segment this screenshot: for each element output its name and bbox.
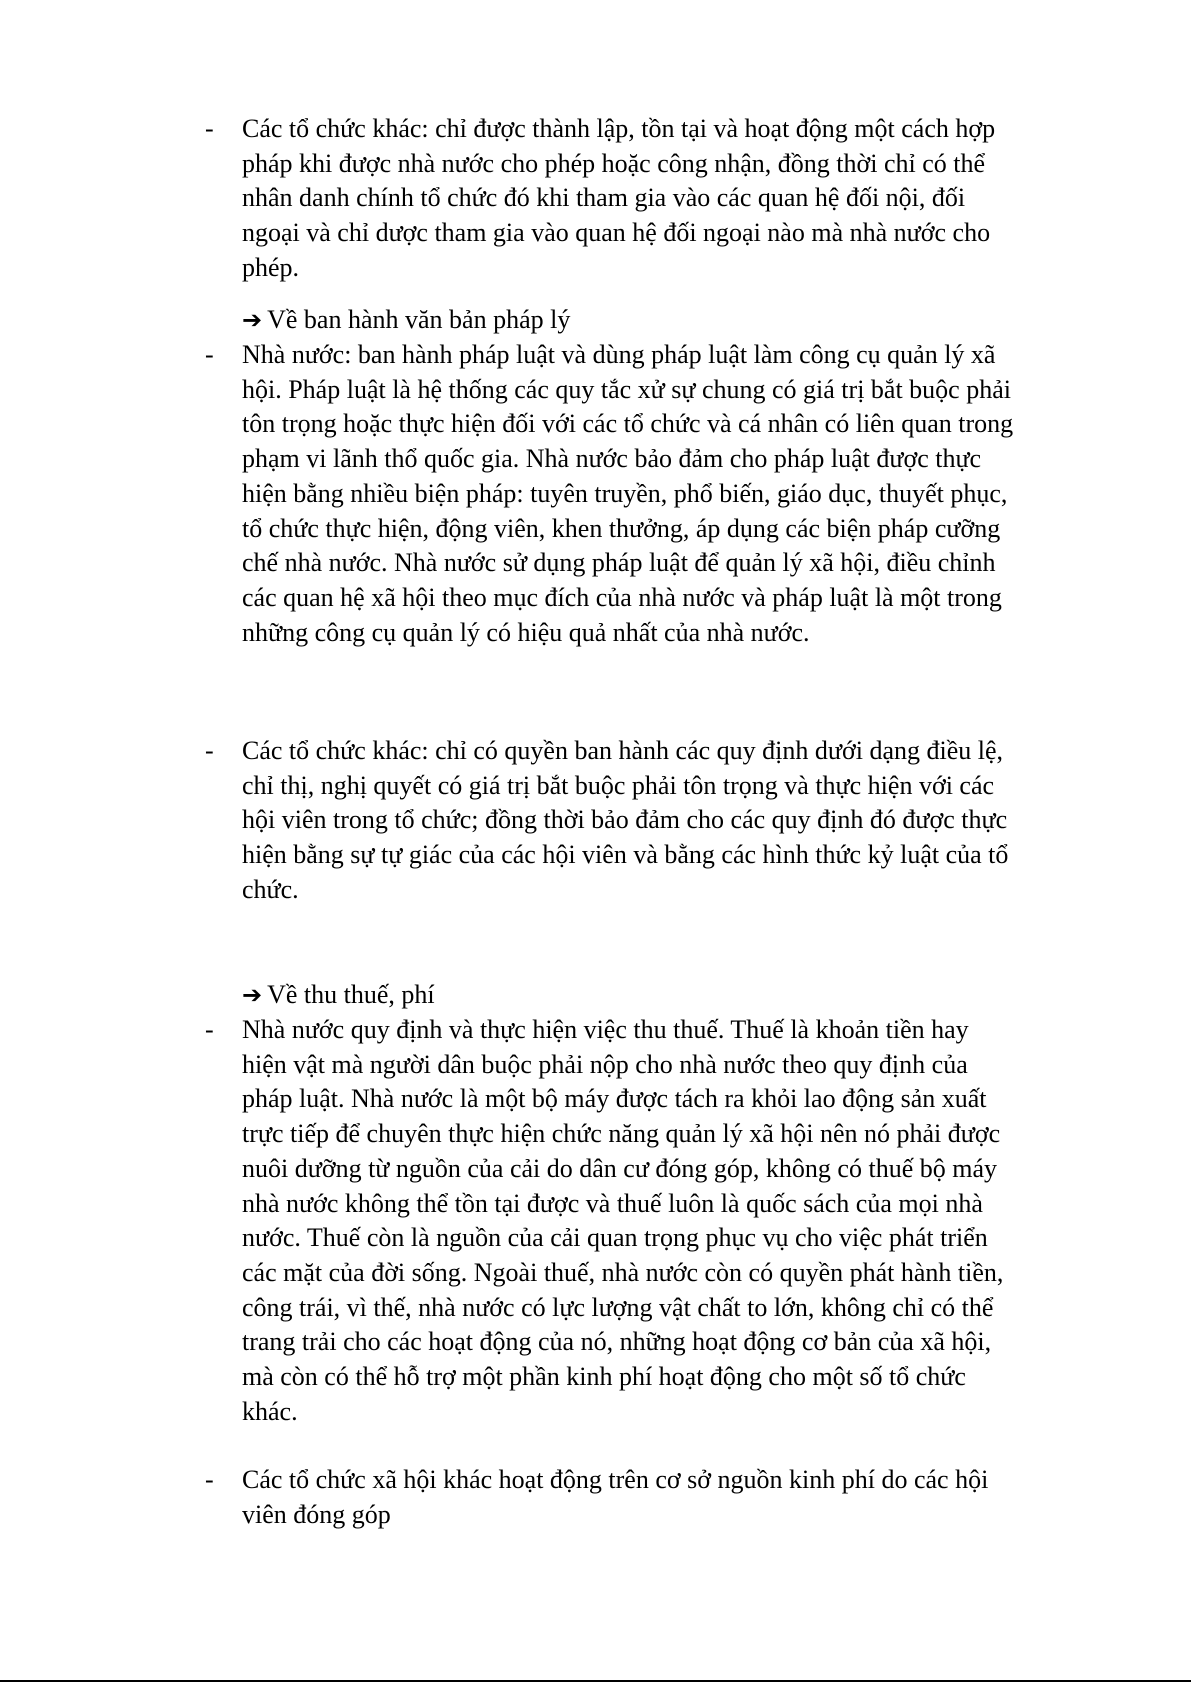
bullet-dash: - [205,736,214,765]
section-heading [242,978,435,1013]
list-item [205,734,1085,908]
right-arrow-icon: ➔ [242,306,263,334]
bullet-dash: - [205,1465,214,1494]
list-item [205,338,1085,650]
paragraph-text: Các tổ chức khác: chỉ được thành lập, tồn tại và hoạt động một cách hợp pháp khi được nhà nước cho phép hoặc công nhận, đồng thời chỉ có thể nhân danh chính tổ chức đó khi tham gia vào các quan hệ đối nội, đối ngoại và chỉ dược tham gia vào quan hệ đối ngoại nào mà nhà nước cho phép. [242,114,996,282]
bullet-dash: - [205,340,214,369]
list-item [205,112,1085,286]
section-heading-text: Về ban hành văn bản pháp lý [267,305,571,334]
paragraph-text: Nhà nước quy định và thực hiện việc thu thuế. Thuế là khoản tiền hay hiện vật mà người dân buộc phải nộp cho nhà nước theo quy định của pháp luật. Nhà nước là một bộ máy được tách ra khỏi lao động sản xuất trực tiếp để chuyên thực hiện chức năng quản lý xã hội nên nó phải được nuôi dưỡng từ nguồn của cải do dân cư đóng góp, không có thuế bộ máy nhà nước không thể tồn tại được và thuế luôn là quốc sách của mọi nhà nước. Thuế còn là nguồn của cải quan trọng phục vụ cho việc phát triển các mặt của đời sống. Ngoài thuế, nhà nước còn có quyền phát hành tiền, công trái, vì thế, nhà nước có lực lượng vật chất to lớn, không chỉ có thể trang trải cho các hoạt động của nó, những hoạt động cơ bản của xã hội, mà còn có thể hỗ trợ một phần kinh phí hoạt động cho một số tổ chức khác. [242,1015,1004,1426]
section-heading [242,303,570,338]
paragraph-text: Các tổ chức xã hội khác hoạt động trên cơ sở nguồn kinh phí do các hội viên đóng góp [242,1465,989,1529]
bullet-dash: - [205,114,214,143]
section-heading-text: Về thu thuế, phí [267,980,435,1009]
page-bottom-border [0,1680,1191,1682]
paragraph-text: Nhà nước: ban hành pháp luật và dùng pháp luật làm công cụ quản lý xã hội. Pháp luật là hệ thống các quy tắc xử sự chung có giá trị bắt buộc phải tôn trọng hoặc thực hiện đối với các tổ chức và cá nhân có liên quan trong phạm vi lãnh thổ quốc gia. Nhà nước bảo đảm cho pháp luật được thực hiện bằng nhiều biện pháp: tuyên truyền, phổ biến, giáo dục, thuyết phục, tổ chức thực hiện, động viên, khen thưởng, áp dụng các biện pháp cưỡng chế nhà nước. Nhà nước sử dụng pháp luật để quản lý xã hội, điều chỉnh các quan hệ xã hội theo mục đích của nhà nước và pháp luật là một trong những công cụ quản lý có hiệu quả nhất của nhà nước. [242,340,1014,647]
right-arrow-icon: ➔ [242,981,263,1009]
paragraph-text: Các tổ chức khác: chỉ có quyền ban hành các quy định dưới dạng điều lệ, chỉ thị, nghị quyết có giá trị bắt buộc phải tôn trọng và thực hiện với các hội viên trong tổ chức; đồng thời bảo đảm cho các quy định đó được thực hiện bằng sự tự giác của các hội viên và bằng các hình thức kỷ luật của tổ chức. [242,736,1009,904]
list-item [205,1013,1085,1429]
bullet-dash: - [205,1015,214,1044]
list-item [205,1463,1085,1532]
